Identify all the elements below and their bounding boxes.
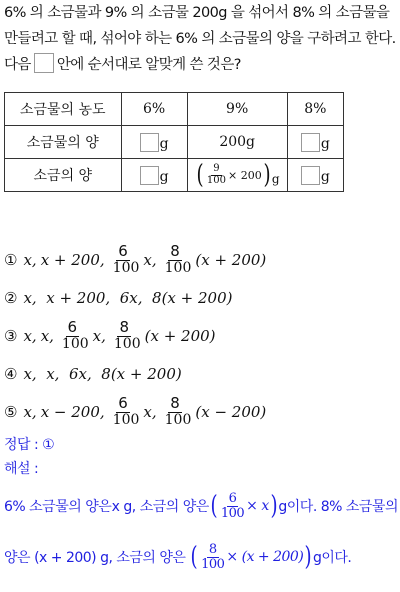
table-header: 소금물의 농도 bbox=[5, 93, 122, 126]
choice-term: (x − 200) bbox=[195, 403, 267, 421]
table-row-label: 소금의 양 bbox=[5, 159, 122, 192]
fraction: $\frac{6}{100}$ bbox=[112, 394, 140, 429]
explanation-text: 6% 소금물의 양은 bbox=[4, 499, 112, 515]
explanation-label: 해설 : bbox=[4, 461, 39, 477]
fraction: $\frac{9}{100}$ bbox=[206, 163, 226, 186]
choice-number: ⑤ bbox=[4, 403, 18, 421]
table-header-row bbox=[5, 93, 344, 126]
choice-term: x, bbox=[143, 403, 157, 421]
table-cell-blank bbox=[287, 126, 343, 159]
formula-times: × (x + 200) bbox=[226, 549, 304, 565]
blank-box-icon bbox=[140, 133, 159, 152]
problem-line-1: 6% 의 소금물과 9% 의 소금물 200g 을 섞어서 8% 의 소금물을 bbox=[4, 5, 390, 21]
problem-line-3-post: 안에 순서대로 알맞게 쓴 것은? bbox=[56, 57, 241, 73]
explanation-line-2 bbox=[4, 532, 398, 582]
choice-4[interactable] bbox=[4, 358, 396, 390]
problem-line-3-pre: 다음 bbox=[4, 57, 31, 73]
explanation-text: x g, 소금의 양은 bbox=[111, 499, 209, 515]
fraction: $\frac{8}{100}$ bbox=[164, 242, 192, 277]
fraction: $\frac{8}{100}$ bbox=[164, 394, 192, 429]
unit-label: g bbox=[320, 135, 330, 152]
explanation-text: (x + 200) g, 소금의 양은 bbox=[34, 550, 186, 566]
problem-text bbox=[4, 0, 398, 78]
table-header: 8% bbox=[287, 93, 343, 126]
table-header: 6% bbox=[121, 93, 187, 126]
choice-term: x, bbox=[23, 403, 37, 421]
choice-term: x − 200, bbox=[40, 403, 105, 421]
answer-choices bbox=[4, 238, 396, 434]
fraction: $\frac{8}{100}$ bbox=[201, 541, 225, 572]
table-header: 9% bbox=[187, 93, 287, 126]
choice-text: x, x, 6x, 8(x + 200) bbox=[23, 365, 182, 383]
choice-term: x, bbox=[40, 327, 54, 345]
explanation-text: g이다. bbox=[312, 550, 352, 566]
choice-text: x, x + 200, 6x, 8(x + 200) bbox=[23, 289, 233, 307]
answer-label: 정답 : ① bbox=[4, 437, 55, 453]
fraction: $\frac{6}{100}$ bbox=[220, 490, 245, 521]
answer-section bbox=[4, 432, 398, 582]
choice-term: x, bbox=[92, 327, 106, 345]
formula-times: × x bbox=[246, 498, 269, 514]
table-cell-blank bbox=[121, 126, 187, 159]
choice-term: x, bbox=[143, 251, 157, 269]
unit-label: g bbox=[271, 172, 280, 186]
choice-term: x, bbox=[23, 327, 37, 345]
choice-2[interactable] bbox=[4, 282, 396, 314]
table-cell-blank bbox=[287, 159, 343, 192]
formula: ( $\frac{8}{100}$ × (x + 200) ) bbox=[190, 541, 312, 572]
explanation-line-1 bbox=[4, 480, 398, 532]
blank-box-icon bbox=[34, 53, 54, 73]
blank-box-icon bbox=[140, 166, 159, 185]
explanation-text: g이다. 8% 소금물의 bbox=[278, 499, 398, 515]
table-cell-formula bbox=[187, 159, 287, 192]
table-row bbox=[5, 126, 344, 159]
formula-times: × 200 bbox=[228, 168, 262, 182]
unit-label: g bbox=[159, 168, 169, 185]
table-row-label: 소금물의 양 bbox=[5, 126, 122, 159]
fraction: $\frac{6}{100}$ bbox=[61, 318, 89, 353]
unit-label: g bbox=[159, 135, 169, 152]
fraction: $\frac{8}{100}$ bbox=[113, 318, 141, 353]
formula: ( $\frac{6}{100}$ × x ) bbox=[210, 490, 277, 521]
concentration-table bbox=[4, 92, 344, 192]
choice-term: x + 200, bbox=[40, 251, 105, 269]
choice-term: x, bbox=[23, 251, 37, 269]
problem-line-3 bbox=[4, 52, 398, 78]
choice-number: ③ bbox=[4, 327, 18, 345]
unit-label: g bbox=[320, 168, 330, 185]
choice-3[interactable] bbox=[4, 314, 396, 358]
choice-number: ② bbox=[4, 289, 18, 307]
table-row bbox=[5, 159, 344, 192]
blank-box-icon bbox=[301, 166, 320, 185]
blank-box-icon bbox=[301, 133, 320, 152]
table-cell-blank bbox=[121, 159, 187, 192]
choice-number: ④ bbox=[4, 365, 18, 383]
formula: ( $\frac{9}{100}$ × 200 ) bbox=[196, 160, 271, 190]
choice-5[interactable] bbox=[4, 390, 396, 434]
table-cell: 200g bbox=[187, 126, 287, 159]
fraction: $\frac{6}{100}$ bbox=[112, 242, 140, 277]
problem-line-2: 만들려고 할 때, 섞어야 하는 6% 의 소금물의 양을 구하려고 한다. bbox=[4, 31, 396, 47]
choice-1[interactable] bbox=[4, 238, 396, 282]
choice-term: (x + 200) bbox=[144, 327, 216, 345]
explanation-text: 양은 bbox=[4, 550, 31, 566]
choice-term: (x + 200) bbox=[195, 251, 267, 269]
choice-number: ① bbox=[4, 251, 18, 269]
